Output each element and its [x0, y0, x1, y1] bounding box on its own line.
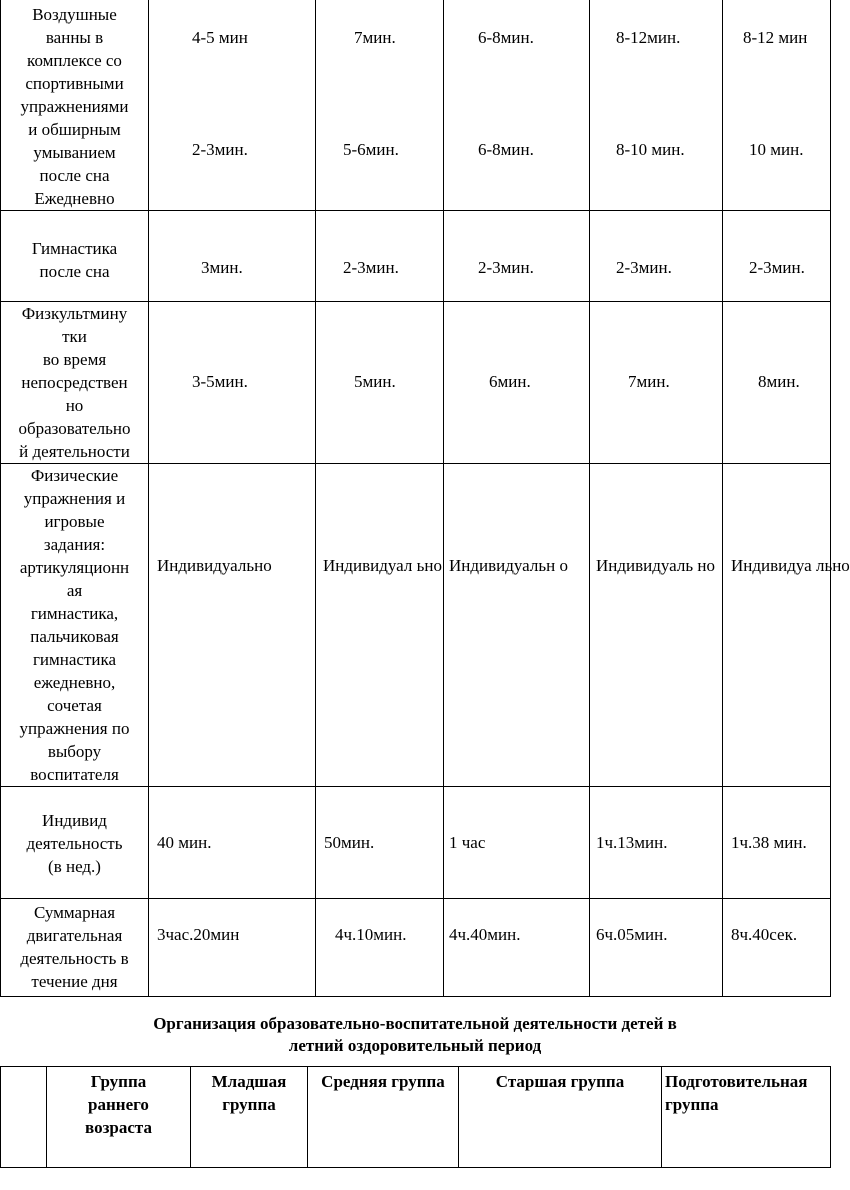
cell-value: Индивидуально	[157, 556, 272, 575]
cell-value: 2-3мин.	[192, 140, 248, 159]
cell-value: 4ч.10мин.	[335, 925, 407, 944]
cell-value: 8ч.40сек.	[731, 925, 798, 944]
table-cell	[723, 211, 831, 302]
header-cell-senior: Старшая группа	[459, 1067, 662, 1168]
cell-value: 50мин.	[324, 833, 375, 852]
table-cell	[316, 787, 444, 899]
cell-value: 2-3мин.	[749, 258, 805, 277]
cell-value: 6-8мин.	[478, 28, 534, 47]
table-cell	[444, 302, 590, 464]
cell-value: 5мин.	[354, 372, 396, 391]
cell-value: 2-3мин.	[343, 258, 399, 277]
table-cell	[444, 0, 590, 211]
table-cell	[149, 302, 316, 464]
row-label: Суммарная двигательная деятельность в течение дня	[1, 899, 149, 997]
cell-value: 3мин.	[201, 258, 243, 277]
table-row	[1, 464, 831, 787]
header-cell-middle: Средняя группа	[308, 1067, 459, 1168]
header-cell-empty	[1, 1067, 47, 1168]
table-cell	[149, 899, 316, 997]
table-row	[1, 0, 831, 211]
table-cell	[590, 464, 723, 787]
table-header-row	[1, 1067, 831, 1168]
cell-value: 5-6мин.	[343, 140, 399, 159]
table-cell	[590, 787, 723, 899]
table-cell	[723, 0, 831, 211]
header-cell-junior: Младшая группа	[191, 1067, 308, 1168]
table-cell	[444, 211, 590, 302]
row-label: Воздушные ванны в комплексе со спортивными упражнениями и обширным умыванием после сна Ежедневно	[1, 0, 149, 211]
cell-value: 10 мин.	[749, 140, 804, 159]
table-cell	[149, 0, 316, 211]
table-row	[1, 899, 831, 997]
table-cell	[316, 0, 444, 211]
table-cell	[723, 302, 831, 464]
cell-value: Индивидуал ьно	[323, 556, 442, 575]
row-label: Гимнастика после сна	[1, 211, 149, 302]
table-cell	[590, 899, 723, 997]
cell-value: 4ч.40мин.	[449, 925, 521, 944]
table-cell	[149, 464, 316, 787]
cell-value: 40 мин.	[157, 833, 212, 852]
table-cell	[444, 464, 590, 787]
cell-value: 4-5 мин	[192, 28, 248, 47]
table-cell	[723, 899, 831, 997]
table-cell	[590, 211, 723, 302]
table-cell	[723, 787, 831, 899]
row-label: Физкультмину тки во время непосредствен но образовательно й деятельности	[1, 302, 149, 464]
table-cell	[444, 899, 590, 997]
table-row	[1, 787, 831, 899]
table-cell	[590, 302, 723, 464]
cell-value: 8-12мин.	[616, 28, 681, 47]
cell-value: 3час.20мин	[157, 925, 240, 944]
cell-value: Индивидуальн о	[449, 556, 568, 575]
row-label: Индивид деятельность (в нед.)	[1, 787, 149, 899]
table-cell	[316, 302, 444, 464]
table-cell	[149, 787, 316, 899]
table-cell	[316, 464, 444, 787]
table-cell	[316, 211, 444, 302]
section-title: Организация образовательно-воспитательной деятельности детей в летний оздоровительный период	[153, 1014, 677, 1055]
cell-value: 8мин.	[758, 372, 800, 391]
table-row	[1, 302, 831, 464]
cell-value: 6ч.05мин.	[596, 925, 668, 944]
table-cell	[444, 787, 590, 899]
table-cell	[723, 464, 850, 787]
cell-value: 7мин.	[628, 372, 670, 391]
cell-value: 6-8мин.	[478, 140, 534, 159]
table-cell	[149, 211, 316, 302]
cell-value: 3-5мин.	[192, 372, 248, 391]
table-cell	[316, 899, 444, 997]
table-cell	[590, 0, 723, 211]
cell-value: 7мин.	[354, 28, 396, 47]
cell-value: Индивидуаль но	[596, 556, 715, 575]
cell-value: 1ч.13мин.	[596, 833, 668, 852]
header-cell-early-age: Группа раннего возраста	[47, 1067, 191, 1168]
cell-value: 1ч.38 мин.	[731, 833, 807, 852]
table-row	[1, 211, 831, 302]
cell-value: Индивидуа льно	[731, 556, 850, 575]
groups-table	[0, 1066, 831, 1168]
cell-value: 2-3мин.	[616, 258, 672, 277]
cell-value: 8-12 мин	[743, 28, 808, 47]
cell-value: 2-3мин.	[478, 258, 534, 277]
header-cell-preparatory: Подготовительная группа	[662, 1067, 831, 1168]
cell-value: 6мин.	[489, 372, 531, 391]
row-label: Физические упражнения и игровые задания: артикуляционн ая гимнастика, пальчиковая гимнастика ежедневно, сочетая упражнения по выбору воспитателя	[1, 464, 149, 787]
cell-value: 1 час	[449, 833, 486, 852]
cell-value: 8-10 мин.	[616, 140, 685, 159]
